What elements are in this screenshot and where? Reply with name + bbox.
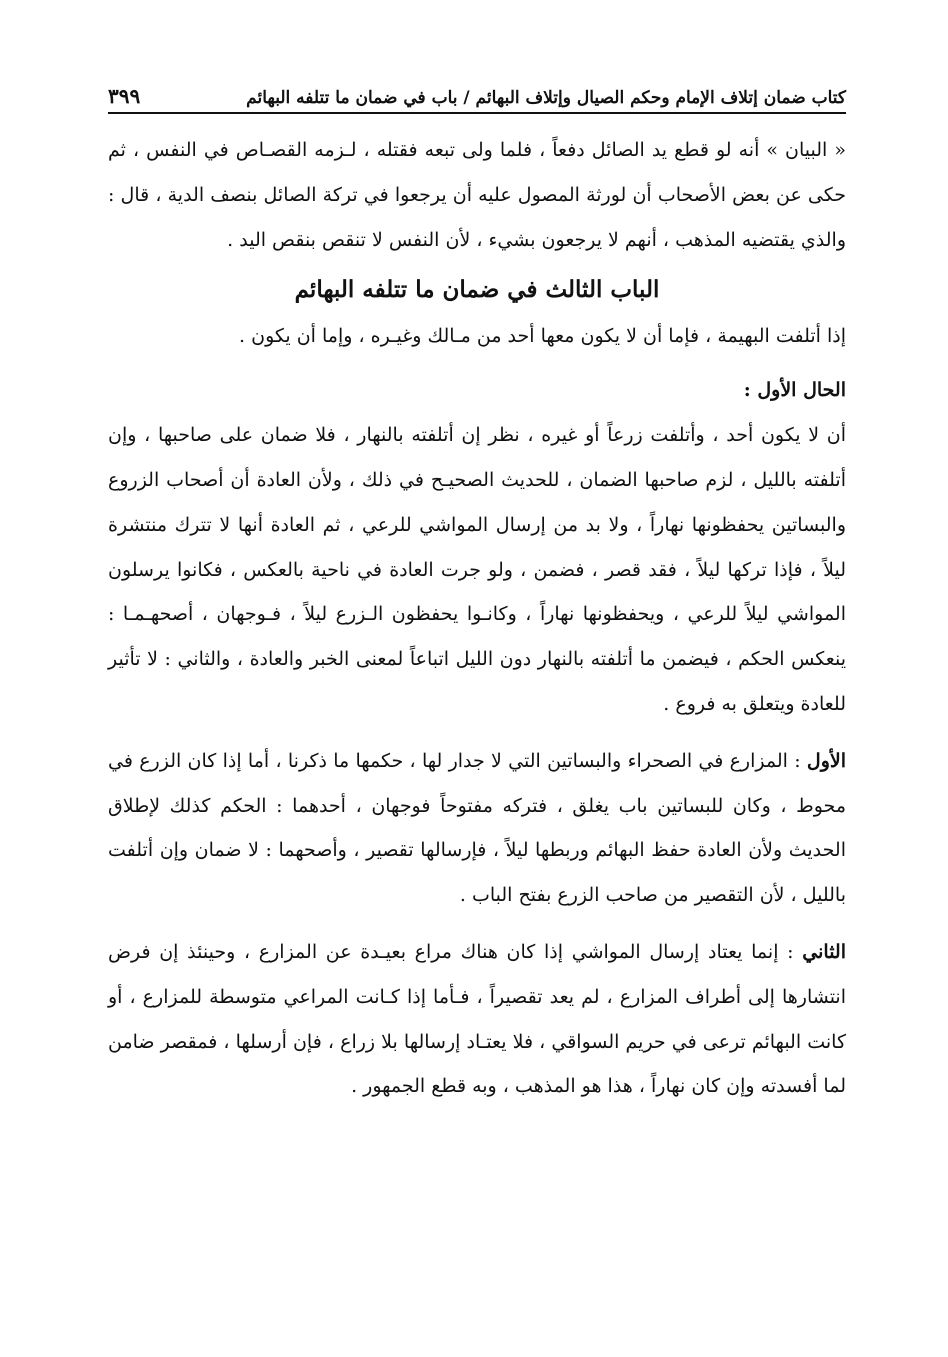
book-page <box>108 74 846 1304</box>
chapter-intro-paragraph: إذا أتلفت البهيمة ، فإما أن لا يكون معها أحد من مـالك وغيـره ، وإما أن يكون . <box>239 325 846 348</box>
first-branch-paragraph <box>108 739 846 918</box>
page-header <box>108 74 846 114</box>
running-head: كتاب ضمان إتلاف الإمام وحكم الصيال وإتلاف البهائم / باب في ضمان ما تتلفه البهائم <box>246 88 846 108</box>
chapter-title: الباب الثالث في ضمان ما تتلفه البهائم <box>294 276 660 304</box>
first-state-paragraph: أن لا يكون أحد ، وأتلفت زرعاً أو غيره ، نظر إن أتلفته بالنهار ، فلا ضمان على صاحبها ، وإن أتلفته بالليل ، لزم صاحبها الضمان ، للحديث الصحيـح في ذلك ، ولأن العادة أن أصحاب الزروع والبساتين يحفظونها نهاراً ، ولا بد من إرسال المواشي للرعي ، ثم العادة أنها لا تترك منتشرة ليلاً ، فإذا تركها ليلاً ، فقد قصر ، فضمن ، ولو جرت العادة في ناحية بالعكس ، فكانوا يرسلون المواشي ليلاً للرعي ، ويحفظونها نهاراً ، وكانـوا يحفظون الـزرع ليلاً ، فـوجهان ، أصحهـمـا : ينعكس الحكم ، فيضمن ما أتلفته بالنهار دون الليل اتباعاً لمعنى الخبر والعادة ، والثاني : لا تأثير للعادة ويتعلق به فروع . <box>108 424 846 715</box>
intro-paragraph: « البيان » أنه لو قطع يد الصائل دفعاً ، فلما ولى تبعه فقتله ، لـزمه القصـاص في النفس ، ثم حكى عن بعض الأصحاب أن لورثة المصول عليه أن يرجعوا في تركة الصائل بنصف الدية ، قال : والذي يقتضيه المذهب ، أنهم لا يرجعون بشيء ، لأن النفس لا تنقص بنقص اليد . <box>108 139 846 251</box>
first-branch-text: : المزارع في الصحراء والبساتين التي لا جدار لها ، حكمها ما ذكرنا ، أما إذا كان الزرع في محوط ، وكان للبساتين باب يغلق ، فتركه مفتوحاً فوجهان ، أحدهما : الحكم كذلك لإطلاق الحديث ولأن العادة حفظ البهائم وربطها ليلاً ، فإرسالها تقصير ، وأصحهما : لا ضمان وإن أتلفت بالليل ، لأن التقصير من صاحب الزرع بفتح الباب . <box>108 749 846 907</box>
page-number: ٣٩٩ <box>108 84 141 108</box>
section-heading-first-state: الحال الأول : <box>743 379 846 402</box>
second-branch-lead: الثاني <box>802 940 846 963</box>
second-branch-paragraph <box>108 930 846 1109</box>
second-branch-text: : إنما يعتاد إرسال المواشي إذا كان هناك مراع بعيـدة عن المزارع ، وحينئذ إن فرض انتشارها إلى أطراف المزارع ، لم يعد تقصيراً ، فـأما إذا كـانت المراعي متوسطة للمزارع ، أو كانت البهائم ترعى في حريم السواقي ، فلا يعتـاد إرسالها بلا زراع ، فإن أرسلها ، فمقصر ضامن لما أفسدته وإن كان نهاراً ، هذا هو المذهب ، وبه قطع الجمهور . <box>108 940 846 1098</box>
first-branch-lead: الأول <box>806 749 846 772</box>
